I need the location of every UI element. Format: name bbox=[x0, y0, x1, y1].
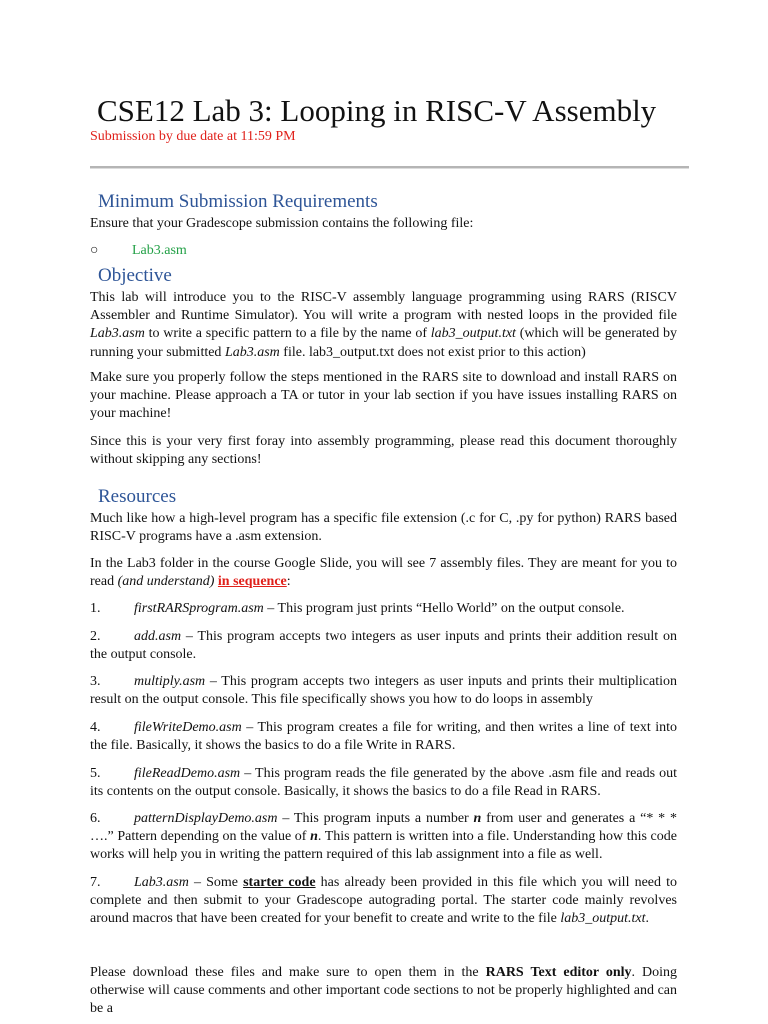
heading-objective: Objective bbox=[98, 265, 172, 286]
list-item: 6. patternDisplayDemo.asm – This program inputs a number n from user and generates a “* * * ….” Pattern depending on the value of n. This pattern is written into a file. Understanding how this code works will help you in writing the pattern required of this lab assignment into a file as well. bbox=[90, 811, 677, 863]
starter-code-emphasis: starter code bbox=[243, 875, 316, 890]
horizontal-divider bbox=[90, 166, 689, 169]
submission-deadline: Submission by due date at 11:59 PM bbox=[90, 129, 296, 144]
list-item: 5. fileReadDemo.asm – This program reads the file generated by the above .asm file and reads out its contents on the output console. Basically, it shows the basics to do a file Read in RARS. bbox=[90, 766, 677, 800]
objective-paragraph-2: Make sure you properly follow the steps mentioned in the RARS site to download and install RARS on your machine. Please approach a TA or tutor in your lab section if you have issues installing RARS on your machine! bbox=[90, 370, 677, 422]
heading-min-submission: Minimum Submission Requirements bbox=[98, 191, 378, 212]
objective-paragraph-1: This lab will introduce you to the RISC-V assembly language programming using RARS (RISCV Assembler and Runtime Simulator). You will write a program with nested loops in the provided file Lab3.asm to write a specific pattern to a file by the name of lab3_output.txt (which will be generated by running your submitted Lab3.asm file. lab3_output.txt does not exist prior to this action) bbox=[90, 290, 677, 360]
rars-editor-emphasis: RARS Text editor only bbox=[485, 965, 632, 980]
resources-paragraph-2: In the Lab3 folder in the course Google Slide, you will see 7 assembly files. They are meant for you to read (and understand) in sequence: bbox=[90, 556, 677, 590]
min-submission-intro: Ensure that your Gradescope submission contains the following file: bbox=[90, 216, 474, 231]
in-sequence-emphasis: in sequence bbox=[217, 574, 287, 590]
closing-paragraph: Please download these files and make sure to open them in the RARS Text editor only. Doing otherwise will cause comments and other important code sections to not be properly highlighted and can be a bbox=[90, 965, 678, 1017]
required-file-name: Lab3.asm bbox=[132, 243, 187, 258]
required-file-bullet bbox=[90, 243, 187, 259]
list-item: 7. Lab3.asm – Some starter code has already been provided in this file which you will need to complete and then submit to your Gradescope autograding portal. The starter code mainly revolves around macros that have been created for your benefit to create and write to the file lab3_output.txt. bbox=[90, 875, 677, 927]
bullet-circle-icon: ○ bbox=[90, 243, 99, 258]
list-item: 4. fileWriteDemo.asm – This program creates a file for writing, and then writes a line of text into the file. Basically, it shows the basics to do a file Write in RARS. bbox=[90, 720, 677, 754]
list-item: 3. multiply.asm – This program accepts two integers as user inputs and prints their multiplication result on the output console. This file specifically shows you how to do loops in assembly bbox=[90, 674, 677, 708]
page-title: CSE12 Lab 3: Looping in RISC-V Assembly bbox=[97, 93, 657, 128]
list-item: 1. firstRARSprogram.asm – This program just prints “Hello World” on the output console. bbox=[90, 601, 625, 616]
resources-paragraph-1: Much like how a high-level program has a specific file extension (.c for C, .py for python) RARS based RISC-V programs have a .asm extension. bbox=[90, 511, 677, 545]
list-item: 2. add.asm – This program accepts two integers as user inputs and prints their addition result on the output console. bbox=[90, 629, 677, 663]
objective-paragraph-3: Since this is your very first foray into assembly programming, please read this document thoroughly without skipping any sections! bbox=[90, 434, 677, 468]
heading-resources: Resources bbox=[98, 486, 177, 507]
